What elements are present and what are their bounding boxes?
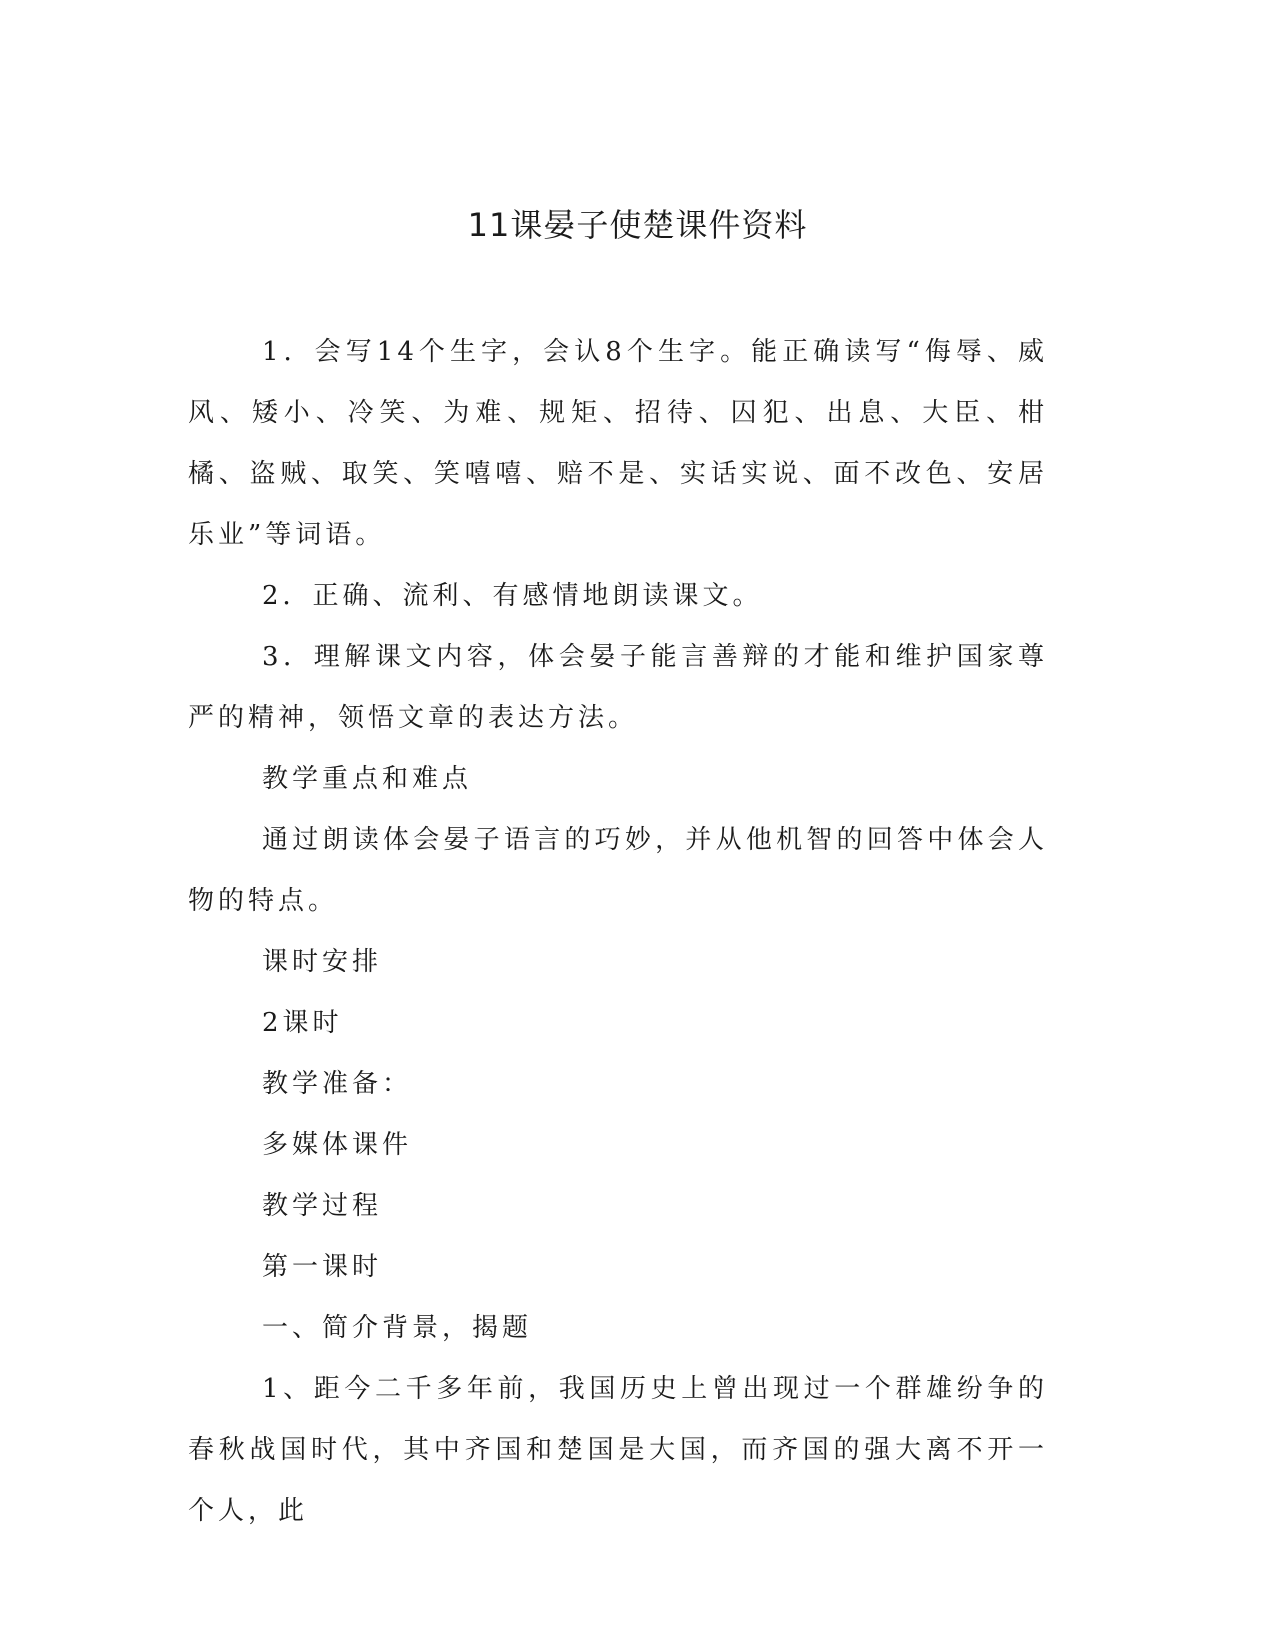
preparation-text: 多媒体课件 bbox=[262, 1130, 413, 1160]
document-body bbox=[188, 322, 1048, 1542]
objective-1: 1．会写14个生字，会认8个生字。能正确读写“侮辱、威风、矮小、冷笑、为难、规矩、招待、囚犯、出息、大臣、柑橘、盗贼、取笑、笑嘻嘻、赔不是、实话实说、面不改色、安居乐业”等词语。 bbox=[188, 337, 1048, 550]
objective-2: 2．正确、流利、有感情地朗读课文。 bbox=[262, 581, 763, 611]
schedule-text: 2课时 bbox=[262, 1008, 343, 1038]
section-heading-schedule: 课时安排 bbox=[262, 947, 383, 977]
section-heading-preparation: 教学准备： bbox=[262, 1069, 413, 1099]
section-heading-key-points: 教学重点和难点 bbox=[262, 764, 473, 794]
step-heading: 一、简介背景，揭题 bbox=[262, 1313, 533, 1343]
section-heading-process: 教学过程 bbox=[262, 1191, 383, 1221]
document-title: 11课晏子使楚课件资料 bbox=[467, 206, 808, 244]
step-text: 1、距今二千多年前，我国历史上曾出现过一个群雄纷争的春秋战国时代，其中齐国和楚国是大国，而齐国的强大离不开一个人，此 bbox=[188, 1374, 1048, 1526]
objective-3: 3．理解课文内容，体会晏子能言善辩的才能和维护国家尊严的精神，领悟文章的表达方法。 bbox=[188, 642, 1048, 733]
lesson-heading: 第一课时 bbox=[262, 1252, 383, 1282]
key-points-text: 通过朗读体会晏子语言的巧妙，并从他机智的回答中体会人物的特点。 bbox=[188, 825, 1048, 916]
